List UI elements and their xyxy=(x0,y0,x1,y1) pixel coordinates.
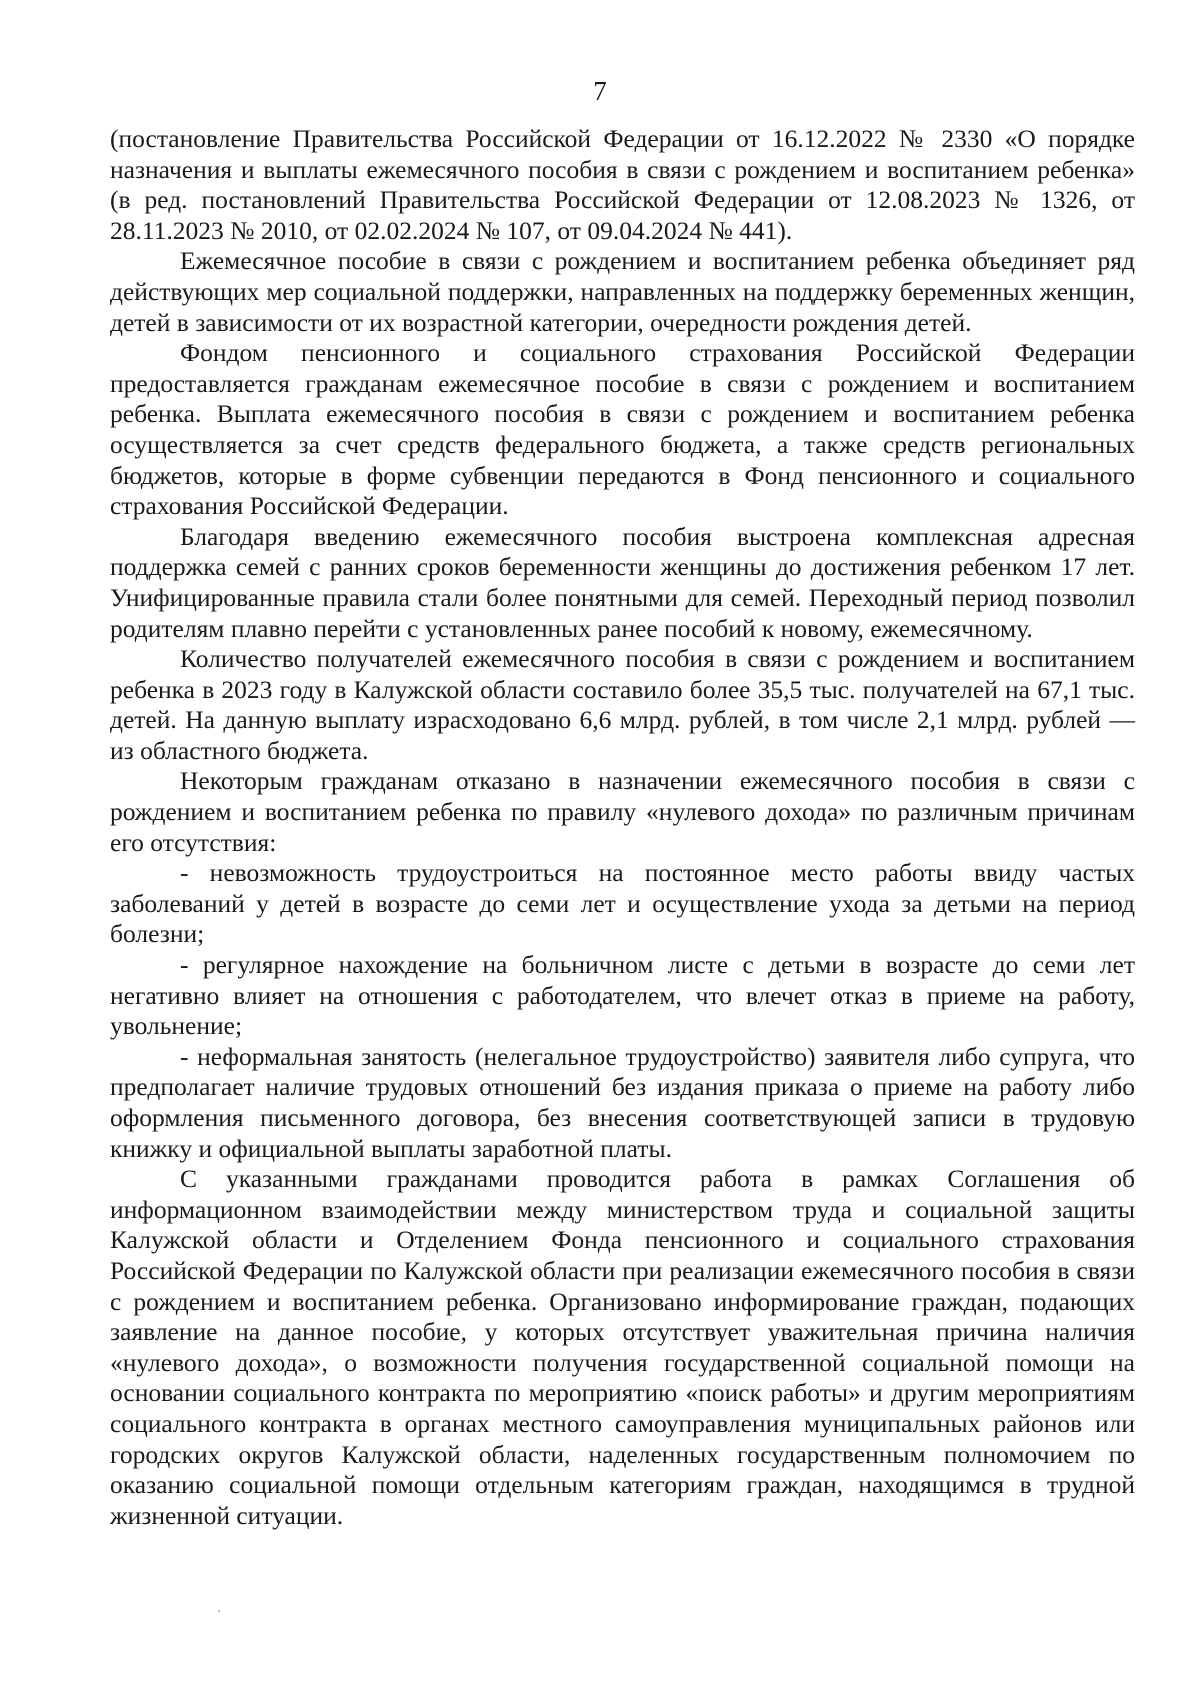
scan-artifact xyxy=(218,1610,220,1612)
document-body xyxy=(110,124,1135,1531)
paragraph-allowance-overview: Ежемесячное пособие в связи с рождением и воспитанием ребенка объединяет ряд действующих мер социальной поддержки, направленных на поддержку беременных женщин, детей в зависимости от их возрастной категории, очередности рождения детей. xyxy=(110,246,1135,337)
list-item-refusal-reason: - неформальная занятость (нелегальное трудоустройство) заявителя либо супруга, что предполагает наличие трудовых отношений без издания приказа о приеме на работу либо оформления письменного договора, без внесения соответствующей записи в трудовую книжку и официальной выплаты заработной платы. xyxy=(110,1041,1135,1163)
list-item-refusal-reason: - невозможность трудоустроиться на постоянное место работы ввиду частых заболеваний у детей в возрасте до семи лет и осуществление ухода за детьми на период болезни; xyxy=(110,858,1135,949)
page-number: 7 xyxy=(593,76,607,106)
paragraph-refusals: Некоторым гражданам отказано в назначении ежемесячного пособия в связи с рождением и воспитанием ребенка по правилу «нулевого дохода» по различным причинам его отсутствия: xyxy=(110,766,1135,857)
paragraph-resolution-reference: (постановление Правительства Российской Федерации от 16.12.2022 № 2330 «О порядке назначения и выплаты ежемесячного пособия в связи с рождением и воспитанием ребенка» (в ред. постановлений Правительства Российской Федерации от 12.08.2023 № 1326, от 28.11.2023 № 2010, от 02.02.2024 № 107, от 09.04.2024 № 441). xyxy=(110,124,1135,245)
paragraph-recipient-statistics: Количество получателей ежемесячного пособия в связи с рождением и воспитанием ребенка в 2023 году в Калужской области составило более 35,5 тыс. получателей на 67,1 тыс. детей. На данную выплату израсходовано 6,6 млрд. рублей, в том числе 2,1 млрд. рублей — из областного бюджета. xyxy=(110,644,1135,765)
paragraph-fund-provision: Фондом пенсионного и социального страхования Российской Федерации предоставляется гражданам ежемесячное пособие в связи с рождением и воспитанием ребенка. Выплата ежемесячного пособия в связи с рождением и воспитанием ребенка осуществляется за счет средств федерального бюджета, а также средств региональных бюджетов, которые в форме субвенции передаются в Фонд пенсионного и социального страхования Российской Федерации. xyxy=(110,338,1135,521)
paragraph-support-benefits: Благодаря введению ежемесячного пособия выстроена комплексная адресная поддержка семей с ранних сроков беременности женщины до достижения ребенком 17 лет. Унифицированные правила стали более понятными для семей. Переходный период позволил родителям плавно перейти с установленных ранее пособий к новому, ежемесячному. xyxy=(110,521,1135,643)
paragraph-agreement-work: С указанными гражданами проводится работа в рамках Соглашения об информационном взаимодействии между министерством труда и социальной защиты Калужской области и Отделением Фонда пенсионного и социального страхования Российской Федерации по Калужской области при реализации ежемесячного пособия в связи с рождением и воспитанием ребенка. Организовано информирование граждан, подающих заявление на данное пособие, у которых отсутствует уважительная причина наличия «нулевого дохода», о возможности получения государственной социальной помощи на основании социального контракта по мероприятию «поиск работы» и другим мероприятиям социального контракта в органах местного самоуправления муниципальных районов или городских округов Калужской области, наделенных государственным полномочием по оказанию социальной помощи отдельным категориям граждан, находящимся в трудной жизненной ситуации. xyxy=(110,1164,1135,1530)
list-item-refusal-reason: - регулярное нахождение на больничном листе с детьми в возрасте до семи лет негативно влияет на отношения с работодателем, что влечет отказ в приеме на работу, увольнение; xyxy=(110,950,1135,1041)
